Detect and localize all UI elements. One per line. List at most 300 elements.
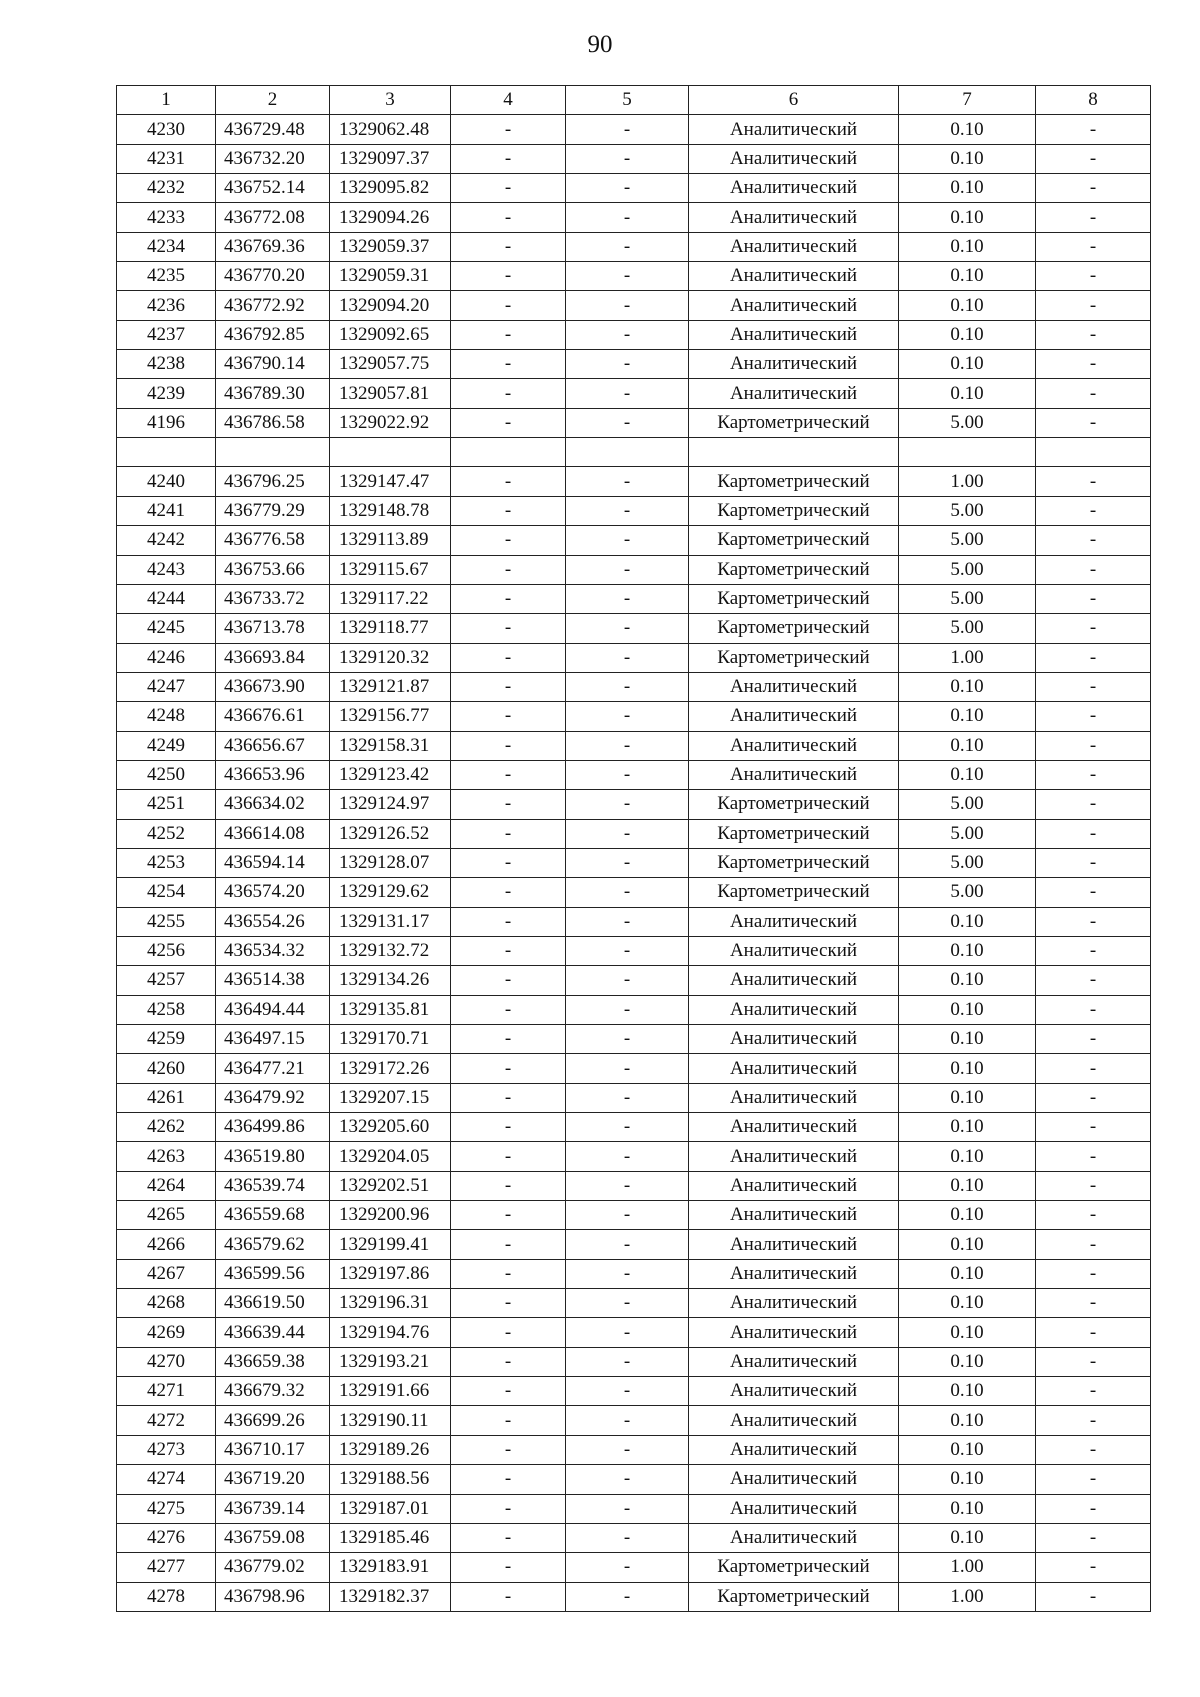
y-coordinate-cell: 1329158.31 <box>330 731 451 760</box>
method-cell: Аналитический <box>689 1083 899 1112</box>
column-8-cell: - <box>1036 203 1151 232</box>
table-row <box>117 1025 1151 1054</box>
table-row <box>117 1435 1151 1464</box>
column-5-cell: - <box>566 672 689 701</box>
column-4-cell: - <box>451 614 566 643</box>
x-coordinate-cell: 436739.14 <box>216 1494 330 1523</box>
table-row <box>117 1465 1151 1494</box>
table-row <box>117 115 1151 144</box>
table-row <box>117 643 1151 672</box>
x-coordinate-cell: 436634.02 <box>216 790 330 819</box>
table-row <box>117 614 1151 643</box>
x-coordinate-cell: 436772.08 <box>216 203 330 232</box>
column-8-cell: - <box>1036 995 1151 1024</box>
table-row <box>117 203 1151 232</box>
table-row <box>117 232 1151 261</box>
accuracy-cell: 0.10 <box>899 1142 1036 1171</box>
column-4-cell: - <box>451 848 566 877</box>
x-coordinate-cell: 436534.32 <box>216 936 330 965</box>
table-row <box>117 1318 1151 1347</box>
method-cell: Картометрический <box>689 555 899 584</box>
column-4-cell: - <box>451 936 566 965</box>
accuracy-cell: 0.10 <box>899 291 1036 320</box>
column-8-cell: - <box>1036 174 1151 203</box>
y-coordinate-cell: 1329095.82 <box>330 174 451 203</box>
column-5-cell: - <box>566 1230 689 1259</box>
column-5-cell: - <box>566 555 689 584</box>
accuracy-cell: 0.10 <box>899 1289 1036 1318</box>
column-4-cell: - <box>451 1142 566 1171</box>
column-4-cell: - <box>451 790 566 819</box>
table-row <box>117 1377 1151 1406</box>
method-cell: Картометрический <box>689 819 899 848</box>
point-number-cell: 4256 <box>117 936 216 965</box>
table-row <box>117 1201 1151 1230</box>
accuracy-cell: 5.00 <box>899 819 1036 848</box>
method-cell: Картометрический <box>689 1553 899 1582</box>
accuracy-cell: 0.10 <box>899 203 1036 232</box>
column-4-cell: - <box>451 526 566 555</box>
y-coordinate-cell <box>330 438 451 467</box>
column-8-cell: - <box>1036 320 1151 349</box>
y-coordinate-cell: 1329134.26 <box>330 966 451 995</box>
accuracy-cell: 5.00 <box>899 408 1036 437</box>
y-coordinate-cell: 1329120.32 <box>330 643 451 672</box>
table-row <box>117 262 1151 291</box>
table-row <box>117 379 1151 408</box>
x-coordinate-cell: 436579.62 <box>216 1230 330 1259</box>
point-number-cell: 4233 <box>117 203 216 232</box>
column-4-cell: - <box>451 174 566 203</box>
column-8-cell: - <box>1036 1201 1151 1230</box>
point-number-cell: 4255 <box>117 907 216 936</box>
method-cell: Картометрический <box>689 848 899 877</box>
column-8-cell: - <box>1036 1142 1151 1171</box>
point-number-cell: 4249 <box>117 731 216 760</box>
x-coordinate-cell: 436659.38 <box>216 1347 330 1376</box>
method-cell: Аналитический <box>689 1259 899 1288</box>
x-coordinate-cell: 436753.66 <box>216 555 330 584</box>
accuracy-cell: 0.10 <box>899 1523 1036 1552</box>
column-4-cell <box>451 438 566 467</box>
x-coordinate-cell: 436574.20 <box>216 878 330 907</box>
column-8-cell: - <box>1036 1259 1151 1288</box>
table-row <box>117 1083 1151 1112</box>
column-8-cell: - <box>1036 408 1151 437</box>
column-4-cell: - <box>451 1171 566 1200</box>
point-number-cell: 4260 <box>117 1054 216 1083</box>
point-number-cell: 4273 <box>117 1435 216 1464</box>
column-8-cell: - <box>1036 1377 1151 1406</box>
table-row <box>117 438 1151 467</box>
point-number-cell: 4234 <box>117 232 216 261</box>
column-8-cell: - <box>1036 1054 1151 1083</box>
point-number-cell: 4275 <box>117 1494 216 1523</box>
table-header-row <box>117 86 1151 115</box>
column-5-cell: - <box>566 1025 689 1054</box>
column-8-cell: - <box>1036 1553 1151 1582</box>
column-8-cell: - <box>1036 819 1151 848</box>
accuracy-cell: 0.10 <box>899 1494 1036 1523</box>
y-coordinate-cell: 1329062.48 <box>330 115 451 144</box>
accuracy-cell: 0.10 <box>899 1025 1036 1054</box>
y-coordinate-cell: 1329118.77 <box>330 614 451 643</box>
x-coordinate-cell: 436477.21 <box>216 1054 330 1083</box>
column-5-cell: - <box>566 584 689 613</box>
x-coordinate-cell: 436619.50 <box>216 1289 330 1318</box>
method-cell: Аналитический <box>689 1230 899 1259</box>
y-coordinate-cell: 1329156.77 <box>330 702 451 731</box>
method-cell: Аналитический <box>689 1347 899 1376</box>
column-8-cell: - <box>1036 467 1151 496</box>
x-coordinate-cell: 436599.56 <box>216 1259 330 1288</box>
point-number-cell: 4244 <box>117 584 216 613</box>
column-4-cell: - <box>451 702 566 731</box>
point-number-cell: 4251 <box>117 790 216 819</box>
x-coordinate-cell: 436772.92 <box>216 291 330 320</box>
column-5-cell: - <box>566 408 689 437</box>
method-cell: Аналитический <box>689 1113 899 1142</box>
column-header: 8 <box>1036 86 1151 115</box>
point-number-cell: 4241 <box>117 496 216 525</box>
column-5-cell: - <box>566 1582 689 1611</box>
x-coordinate-cell: 436673.90 <box>216 672 330 701</box>
column-5-cell: - <box>566 174 689 203</box>
x-coordinate-cell: 436713.78 <box>216 614 330 643</box>
x-coordinate-cell: 436779.02 <box>216 1553 330 1582</box>
x-coordinate-cell: 436594.14 <box>216 848 330 877</box>
y-coordinate-cell: 1329022.92 <box>330 408 451 437</box>
point-number-cell: 4278 <box>117 1582 216 1611</box>
accuracy-cell: 0.10 <box>899 1465 1036 1494</box>
column-8-cell: - <box>1036 1523 1151 1552</box>
accuracy-cell: 0.10 <box>899 232 1036 261</box>
table-row <box>117 291 1151 320</box>
accuracy-cell: 0.10 <box>899 966 1036 995</box>
column-8-cell: - <box>1036 1025 1151 1054</box>
method-cell: Аналитический <box>689 320 899 349</box>
method-cell: Аналитический <box>689 1142 899 1171</box>
column-5-cell: - <box>566 1259 689 1288</box>
page-number: 90 <box>587 31 613 58</box>
column-5-cell: - <box>566 1083 689 1112</box>
y-coordinate-cell: 1329123.42 <box>330 760 451 789</box>
x-coordinate-cell: 436614.08 <box>216 819 330 848</box>
x-coordinate-cell: 436639.44 <box>216 1318 330 1347</box>
x-coordinate-cell: 436699.26 <box>216 1406 330 1435</box>
column-8-cell: - <box>1036 1582 1151 1611</box>
y-coordinate-cell: 1329057.81 <box>330 379 451 408</box>
accuracy-cell: 5.00 <box>899 614 1036 643</box>
method-cell: Картометрический <box>689 1582 899 1611</box>
column-4-cell: - <box>451 584 566 613</box>
point-number-cell: 4269 <box>117 1318 216 1347</box>
method-cell: Аналитический <box>689 1171 899 1200</box>
y-coordinate-cell: 1329094.20 <box>330 291 451 320</box>
column-8-cell: - <box>1036 1435 1151 1464</box>
column-4-cell: - <box>451 144 566 173</box>
column-4-cell: - <box>451 966 566 995</box>
x-coordinate-cell: 436789.30 <box>216 379 330 408</box>
column-8-cell: - <box>1036 1113 1151 1142</box>
column-header: 6 <box>689 86 899 115</box>
point-number-cell: 4245 <box>117 614 216 643</box>
accuracy-cell: 0.10 <box>899 144 1036 173</box>
y-coordinate-cell: 1329135.81 <box>330 995 451 1024</box>
column-5-cell: - <box>566 1113 689 1142</box>
y-coordinate-cell: 1329131.17 <box>330 907 451 936</box>
y-coordinate-cell: 1329202.51 <box>330 1171 451 1200</box>
table-row <box>117 1113 1151 1142</box>
point-number-cell: 4271 <box>117 1377 216 1406</box>
accuracy-cell: 0.10 <box>899 379 1036 408</box>
y-coordinate-cell: 1329170.71 <box>330 1025 451 1054</box>
x-coordinate-cell: 436719.20 <box>216 1465 330 1494</box>
column-4-cell: - <box>451 1318 566 1347</box>
column-4-cell: - <box>451 1406 566 1435</box>
column-4-cell: - <box>451 907 566 936</box>
accuracy-cell: 5.00 <box>899 848 1036 877</box>
y-coordinate-cell: 1329200.96 <box>330 1201 451 1230</box>
column-4-cell: - <box>451 1435 566 1464</box>
accuracy-cell: 0.10 <box>899 995 1036 1024</box>
point-number-cell: 4272 <box>117 1406 216 1435</box>
table-row <box>117 496 1151 525</box>
table-row <box>117 320 1151 349</box>
column-4-cell: - <box>451 1054 566 1083</box>
y-coordinate-cell: 1329057.75 <box>330 350 451 379</box>
column-4-cell: - <box>451 350 566 379</box>
table-row <box>117 1553 1151 1582</box>
accuracy-cell: 1.00 <box>899 1553 1036 1582</box>
column-5-cell: - <box>566 496 689 525</box>
x-coordinate-cell: 436759.08 <box>216 1523 330 1552</box>
y-coordinate-cell: 1329113.89 <box>330 526 451 555</box>
y-coordinate-cell: 1329194.76 <box>330 1318 451 1347</box>
method-cell: Картометрический <box>689 878 899 907</box>
column-5-cell: - <box>566 702 689 731</box>
method-cell <box>689 438 899 467</box>
y-coordinate-cell: 1329117.22 <box>330 584 451 613</box>
method-cell: Аналитический <box>689 291 899 320</box>
column-8-cell: - <box>1036 1494 1151 1523</box>
point-number-cell: 4267 <box>117 1259 216 1288</box>
y-coordinate-cell: 1329205.60 <box>330 1113 451 1142</box>
table-row <box>117 966 1151 995</box>
accuracy-cell: 0.10 <box>899 1083 1036 1112</box>
y-coordinate-cell: 1329172.26 <box>330 1054 451 1083</box>
method-cell: Аналитический <box>689 760 899 789</box>
accuracy-cell: 0.10 <box>899 350 1036 379</box>
column-5-cell: - <box>566 262 689 291</box>
accuracy-cell: 0.10 <box>899 702 1036 731</box>
column-4-cell: - <box>451 1494 566 1523</box>
column-8-cell: - <box>1036 643 1151 672</box>
column-4-cell: - <box>451 1582 566 1611</box>
y-coordinate-cell: 1329132.72 <box>330 936 451 965</box>
accuracy-cell: 1.00 <box>899 467 1036 496</box>
point-number-cell: 4235 <box>117 262 216 291</box>
column-4-cell: - <box>451 115 566 144</box>
point-number-cell: 4264 <box>117 1171 216 1200</box>
method-cell: Картометрический <box>689 614 899 643</box>
column-5-cell: - <box>566 1289 689 1318</box>
y-coordinate-cell: 1329189.26 <box>330 1435 451 1464</box>
accuracy-cell: 0.10 <box>899 115 1036 144</box>
point-number-cell: 4261 <box>117 1083 216 1112</box>
column-8-cell: - <box>1036 262 1151 291</box>
accuracy-cell: 0.10 <box>899 1406 1036 1435</box>
column-4-cell: - <box>451 496 566 525</box>
column-4-cell: - <box>451 467 566 496</box>
column-5-cell: - <box>566 144 689 173</box>
point-number-cell: 4277 <box>117 1553 216 1582</box>
method-cell: Аналитический <box>689 1377 899 1406</box>
table-row <box>117 555 1151 584</box>
accuracy-cell: 0.10 <box>899 936 1036 965</box>
table-row <box>117 995 1151 1024</box>
table-row <box>117 1347 1151 1376</box>
y-coordinate-cell: 1329187.01 <box>330 1494 451 1523</box>
method-cell: Аналитический <box>689 1494 899 1523</box>
point-number-cell <box>117 438 216 467</box>
column-4-cell: - <box>451 1377 566 1406</box>
column-5-cell: - <box>566 995 689 1024</box>
y-coordinate-cell: 1329185.46 <box>330 1523 451 1552</box>
column-5-cell: - <box>566 966 689 995</box>
table-row <box>117 1259 1151 1288</box>
column-5-cell: - <box>566 1054 689 1083</box>
column-4-cell: - <box>451 1289 566 1318</box>
table-row <box>117 672 1151 701</box>
y-coordinate-cell: 1329183.91 <box>330 1553 451 1582</box>
accuracy-cell: 0.10 <box>899 174 1036 203</box>
table-row <box>117 467 1151 496</box>
table-row <box>117 350 1151 379</box>
column-5-cell: - <box>566 1465 689 1494</box>
column-4-cell: - <box>451 379 566 408</box>
column-4-cell: - <box>451 203 566 232</box>
point-number-cell: 4252 <box>117 819 216 848</box>
column-4-cell: - <box>451 1553 566 1582</box>
column-8-cell: - <box>1036 1083 1151 1112</box>
point-number-cell: 4196 <box>117 408 216 437</box>
table-row <box>117 1494 1151 1523</box>
point-number-cell: 4258 <box>117 995 216 1024</box>
method-cell: Аналитический <box>689 203 899 232</box>
point-number-cell: 4250 <box>117 760 216 789</box>
method-cell: Аналитический <box>689 350 899 379</box>
x-coordinate-cell: 436479.92 <box>216 1083 330 1112</box>
column-8-cell: - <box>1036 232 1151 261</box>
point-number-cell: 4230 <box>117 115 216 144</box>
column-4-cell: - <box>451 1523 566 1552</box>
point-number-cell: 4240 <box>117 467 216 496</box>
method-cell: Аналитический <box>689 702 899 731</box>
table-row <box>117 760 1151 789</box>
method-cell: Аналитический <box>689 115 899 144</box>
column-8-cell: - <box>1036 848 1151 877</box>
column-5-cell: - <box>566 1523 689 1552</box>
column-header: 5 <box>566 86 689 115</box>
method-cell: Аналитический <box>689 1406 899 1435</box>
point-number-cell: 4262 <box>117 1113 216 1142</box>
column-5-cell: - <box>566 790 689 819</box>
column-8-cell: - <box>1036 614 1151 643</box>
y-coordinate-cell: 1329191.66 <box>330 1377 451 1406</box>
method-cell: Аналитический <box>689 731 899 760</box>
column-8-cell: - <box>1036 291 1151 320</box>
method-cell: Аналитический <box>689 1435 899 1464</box>
y-coordinate-cell: 1329129.62 <box>330 878 451 907</box>
column-8-cell: - <box>1036 760 1151 789</box>
column-5-cell: - <box>566 203 689 232</box>
accuracy-cell: 1.00 <box>899 643 1036 672</box>
column-header: 1 <box>117 86 216 115</box>
accuracy-cell: 5.00 <box>899 526 1036 555</box>
column-4-cell: - <box>451 291 566 320</box>
point-number-cell: 4231 <box>117 144 216 173</box>
column-8-cell: - <box>1036 1318 1151 1347</box>
column-5-cell: - <box>566 731 689 760</box>
x-coordinate-cell: 436514.38 <box>216 966 330 995</box>
method-cell: Аналитический <box>689 232 899 261</box>
point-number-cell: 4239 <box>117 379 216 408</box>
x-coordinate-cell <box>216 438 330 467</box>
column-8-cell: - <box>1036 584 1151 613</box>
method-cell: Аналитический <box>689 672 899 701</box>
column-5-cell: - <box>566 936 689 965</box>
table-row <box>117 1142 1151 1171</box>
method-cell: Аналитический <box>689 1318 899 1347</box>
column-8-cell: - <box>1036 1230 1151 1259</box>
y-coordinate-cell: 1329188.56 <box>330 1465 451 1494</box>
column-8-cell: - <box>1036 526 1151 555</box>
column-header: 2 <box>216 86 330 115</box>
column-header: 3 <box>330 86 451 115</box>
accuracy-cell: 0.10 <box>899 320 1036 349</box>
column-5-cell: - <box>566 1347 689 1376</box>
accuracy-cell: 5.00 <box>899 878 1036 907</box>
column-5-cell: - <box>566 115 689 144</box>
column-5-cell: - <box>566 1435 689 1464</box>
column-4-cell: - <box>451 1201 566 1230</box>
column-5-cell: - <box>566 1318 689 1347</box>
table-row <box>117 1582 1151 1611</box>
x-coordinate-cell: 436676.61 <box>216 702 330 731</box>
column-8-cell: - <box>1036 878 1151 907</box>
table-row <box>117 144 1151 173</box>
y-coordinate-cell: 1329059.31 <box>330 262 451 291</box>
column-5-cell: - <box>566 291 689 320</box>
x-coordinate-cell: 436790.14 <box>216 350 330 379</box>
column-5-cell: - <box>566 1553 689 1582</box>
x-coordinate-cell: 436497.15 <box>216 1025 330 1054</box>
column-4-cell: - <box>451 1347 566 1376</box>
method-cell: Картометрический <box>689 526 899 555</box>
column-8-cell: - <box>1036 1347 1151 1376</box>
point-number-cell: 4253 <box>117 848 216 877</box>
accuracy-cell <box>899 438 1036 467</box>
table-row <box>117 1406 1151 1435</box>
x-coordinate-cell: 436499.86 <box>216 1113 330 1142</box>
accuracy-cell: 0.10 <box>899 1113 1036 1142</box>
point-number-cell: 4274 <box>117 1465 216 1494</box>
x-coordinate-cell: 436776.58 <box>216 526 330 555</box>
point-number-cell: 4246 <box>117 643 216 672</box>
method-cell: Аналитический <box>689 144 899 173</box>
column-4-cell: - <box>451 1465 566 1494</box>
